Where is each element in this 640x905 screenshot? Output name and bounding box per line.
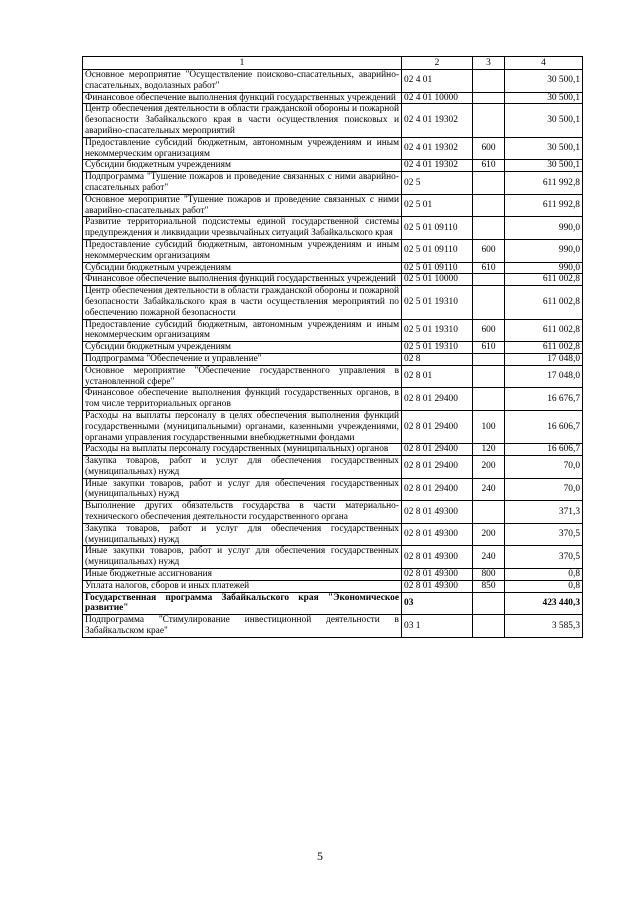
row-code-cell: 03 1 — [402, 615, 473, 638]
row-sum-cell: 370,5 — [505, 523, 583, 546]
row-kvr-cell: 200 — [473, 456, 505, 479]
row-code-cell: 02 5 01 09110 — [402, 239, 473, 262]
row-kvr-cell: 240 — [473, 546, 505, 569]
row-name-cell: Выполнение других обязательств государства в части материально-технического обеспечения деятельности государственного органа — [83, 501, 402, 524]
row-name-cell: Предоставление субсидий бюджетным, автономным учреждениям и иным некоммерческим организациям — [83, 137, 402, 160]
row-name-cell: Иные бюджетные ассигнования — [83, 569, 402, 581]
table-row — [83, 172, 583, 195]
row-code-cell: 02 8 01 49300 — [402, 546, 473, 569]
row-sum-cell: 16 676,7 — [505, 388, 583, 411]
row-sum-cell: 17 048,0 — [505, 365, 583, 388]
table-row — [83, 365, 583, 388]
row-code-cell: 02 4 01 10000 — [402, 92, 473, 104]
row-code-cell: 02 8 01 29400 — [402, 456, 473, 479]
row-sum-cell: 17 048,0 — [505, 353, 583, 365]
row-sum-cell: 990,0 — [505, 262, 583, 274]
row-name-cell: Финансовое обеспечение выполнения функций государственных учреждений — [83, 92, 402, 104]
table-row — [83, 523, 583, 546]
row-sum-cell: 30 500,1 — [505, 137, 583, 160]
table-row — [83, 274, 583, 286]
row-name-cell: Субсидии бюджетным учреждениям — [83, 342, 402, 354]
row-name-cell: Финансовое обеспечение выполнения функций государственных органов, в том числе территориальных органов — [83, 388, 402, 411]
row-kvr-cell: 600 — [473, 137, 505, 160]
row-kvr-cell — [473, 92, 505, 104]
row-sum-cell: 423 440,3 — [505, 592, 583, 615]
row-code-cell: 02 8 01 49300 — [402, 580, 473, 592]
row-name-cell: Предоставление субсидий бюджетным, автономным учреждениям и иным некоммерческим организациям — [83, 319, 402, 342]
header-col-name: 1 — [83, 57, 402, 70]
table-row — [83, 456, 583, 479]
row-kvr-cell — [473, 194, 505, 217]
table-row — [83, 410, 583, 443]
row-code-cell: 02 4 01 19302 — [402, 104, 473, 137]
row-sum-cell: 70,0 — [505, 456, 583, 479]
row-kvr-cell: 850 — [473, 580, 505, 592]
row-code-cell: 02 4 01 19302 — [402, 137, 473, 160]
row-kvr-cell — [473, 353, 505, 365]
row-name-cell: Иные закупки товаров, работ и услуг для обеспечения государственных (муниципальных) нужд — [83, 478, 402, 501]
row-sum-cell: 30 500,1 — [505, 160, 583, 172]
row-kvr-cell — [473, 365, 505, 388]
row-sum-cell: 611 992,8 — [505, 172, 583, 195]
table-row — [83, 342, 583, 354]
row-sum-cell: 30 500,1 — [505, 70, 583, 93]
row-code-cell: 02 5 01 10000 — [402, 274, 473, 286]
table-row — [83, 592, 583, 615]
row-kvr-cell — [473, 501, 505, 524]
row-sum-cell: 611 002,8 — [505, 319, 583, 342]
row-sum-cell: 0,8 — [505, 580, 583, 592]
row-kvr-cell — [473, 615, 505, 638]
row-kvr-cell: 610 — [473, 262, 505, 274]
row-code-cell: 02 5 01 09110 — [402, 262, 473, 274]
row-kvr-cell — [473, 274, 505, 286]
row-sum-cell: 370,5 — [505, 546, 583, 569]
row-name-cell: Развитие территориальной подсистемы единой государственной системы предупреждения и ликвидации чрезвычайных ситуаций Забайкальского края — [83, 217, 402, 240]
row-name-cell: Уплата налогов, сборов и иных платежей — [83, 580, 402, 592]
table-row — [83, 194, 583, 217]
row-code-cell: 02 4 01 — [402, 70, 473, 93]
row-sum-cell: 611 002,8 — [505, 274, 583, 286]
row-kvr-cell: 610 — [473, 342, 505, 354]
row-name-cell: Предоставление субсидий бюджетным, автономным учреждениям и иным некоммерческим организациям — [83, 239, 402, 262]
row-code-cell: 02 8 01 49300 — [402, 569, 473, 581]
row-sum-cell: 0,8 — [505, 569, 583, 581]
table-row — [83, 546, 583, 569]
row-code-cell: 02 8 01 29400 — [402, 410, 473, 443]
table-row — [83, 615, 583, 638]
table-body — [83, 70, 583, 638]
row-code-cell: 02 5 01 — [402, 194, 473, 217]
row-sum-cell: 990,0 — [505, 217, 583, 240]
row-sum-cell: 16 606,7 — [505, 444, 583, 456]
row-code-cell: 02 8 01 29400 — [402, 388, 473, 411]
table-row — [83, 92, 583, 104]
row-code-cell: 03 — [402, 592, 473, 615]
header-col-code: 2 — [402, 57, 473, 70]
budget-table — [82, 56, 583, 638]
row-code-cell: 02 8 01 — [402, 365, 473, 388]
row-sum-cell: 990,0 — [505, 239, 583, 262]
row-name-cell: Основное мероприятие "Обеспечение государственного управления в установленной сфере" — [83, 365, 402, 388]
header-col-kvr: 3 — [473, 57, 505, 70]
row-code-cell: 02 8 01 29400 — [402, 478, 473, 501]
row-code-cell: 02 5 01 19310 — [402, 286, 473, 319]
row-sum-cell: 16 606,7 — [505, 410, 583, 443]
page-number: 5 — [317, 849, 323, 863]
row-code-cell: 02 5 — [402, 172, 473, 195]
row-kvr-cell — [473, 217, 505, 240]
table-row — [83, 478, 583, 501]
table-row — [83, 160, 583, 172]
row-name-cell: Подпрограмма "Стимулирование инвестиционной деятельности в Забайкальском крае" — [83, 615, 402, 638]
row-sum-cell: 371,3 — [505, 501, 583, 524]
row-name-cell: Субсидии бюджетным учреждениям — [83, 160, 402, 172]
row-name-cell: Основное мероприятие "Осуществление поисково-спасательных, аварийно-спасательных, водолазных работ" — [83, 70, 402, 93]
row-name-cell: Закупка товаров, работ и услуг для обеспечения государственных (муниципальных) нужд — [83, 523, 402, 546]
row-kvr-cell: 800 — [473, 569, 505, 581]
row-name-cell: Субсидии бюджетным учреждениям — [83, 262, 402, 274]
row-name-cell: Центр обеспечения деятельности в области гражданской обороны и пожарной безопасности Забайкальского края в части осуществления мероприятий по обеспечению пожарной безопасности — [83, 286, 402, 319]
row-code-cell: 02 5 01 19310 — [402, 342, 473, 354]
row-code-cell: 02 8 — [402, 353, 473, 365]
table-row — [83, 217, 583, 240]
table-row — [83, 580, 583, 592]
table-row — [83, 444, 583, 456]
row-name-cell: Закупка товаров, работ и услуг для обеспечения государственных (муниципальных) нужд — [83, 456, 402, 479]
row-sum-cell: 611 002,8 — [505, 342, 583, 354]
row-name-cell: Расходы на выплаты персоналу государственных (муниципальных) органов — [83, 444, 402, 456]
row-name-cell: Подпрограмма "Обеспечение и управление" — [83, 353, 402, 365]
table-row — [83, 319, 583, 342]
table-row — [83, 286, 583, 319]
row-sum-cell: 3 585,3 — [505, 615, 583, 638]
row-code-cell: 02 8 01 49300 — [402, 523, 473, 546]
table-row — [83, 137, 583, 160]
row-sum-cell: 30 500,1 — [505, 104, 583, 137]
row-kvr-cell — [473, 286, 505, 319]
row-sum-cell: 611 002,8 — [505, 286, 583, 319]
row-kvr-cell: 120 — [473, 444, 505, 456]
row-name-cell: Центр обеспечения деятельности в области гражданской обороны и пожарной безопасности Забайкальского края в части осуществления поисковых и аварийно-спасательных мероприятий — [83, 104, 402, 137]
row-code-cell: 02 5 01 19310 — [402, 319, 473, 342]
row-name-cell: Подпрограмма "Тушение пожаров и проведение связанных с ними аварийно-спасательных работ" — [83, 172, 402, 195]
row-kvr-cell: 600 — [473, 319, 505, 342]
row-sum-cell: 611 992,8 — [505, 194, 583, 217]
table-row — [83, 501, 583, 524]
table-row — [83, 104, 583, 137]
row-code-cell: 02 5 01 09110 — [402, 217, 473, 240]
row-kvr-cell: 240 — [473, 478, 505, 501]
table-header-row — [83, 57, 583, 70]
row-name-cell: Расходы на выплаты персоналу в целях обеспечения выполнения функций государственными (муниципальными) органами, казенными учреждениями, органами управления государственными внебюджетными фондами — [83, 410, 402, 443]
table-row — [83, 262, 583, 274]
row-code-cell: 02 8 01 49300 — [402, 501, 473, 524]
row-name-cell: Иные закупки товаров, работ и услуг для обеспечения государственных (муниципальных) нужд — [83, 546, 402, 569]
row-kvr-cell — [473, 388, 505, 411]
row-kvr-cell: 200 — [473, 523, 505, 546]
row-code-cell: 02 8 01 29400 — [402, 444, 473, 456]
table-row — [83, 353, 583, 365]
row-name-cell: Государственная программа Забайкальского края "Экономическое развитие" — [83, 592, 402, 615]
row-kvr-cell — [473, 172, 505, 195]
row-name-cell: Основное мероприятие "Тушение пожаров и проведение связанных с ними аварийно-спасательных работ" — [83, 194, 402, 217]
header-col-sum: 4 — [505, 57, 583, 70]
row-name-cell: Финансовое обеспечение выполнения функций государственных учреждений — [83, 274, 402, 286]
row-kvr-cell: 610 — [473, 160, 505, 172]
table-row — [83, 239, 583, 262]
row-kvr-cell — [473, 70, 505, 93]
row-kvr-cell: 100 — [473, 410, 505, 443]
table-row — [83, 388, 583, 411]
row-kvr-cell — [473, 104, 505, 137]
row-kvr-cell — [473, 592, 505, 615]
row-sum-cell: 70,0 — [505, 478, 583, 501]
row-sum-cell: 30 500,1 — [505, 92, 583, 104]
row-kvr-cell: 600 — [473, 239, 505, 262]
table-row — [83, 569, 583, 581]
row-code-cell: 02 4 01 19302 — [402, 160, 473, 172]
table-row — [83, 70, 583, 93]
